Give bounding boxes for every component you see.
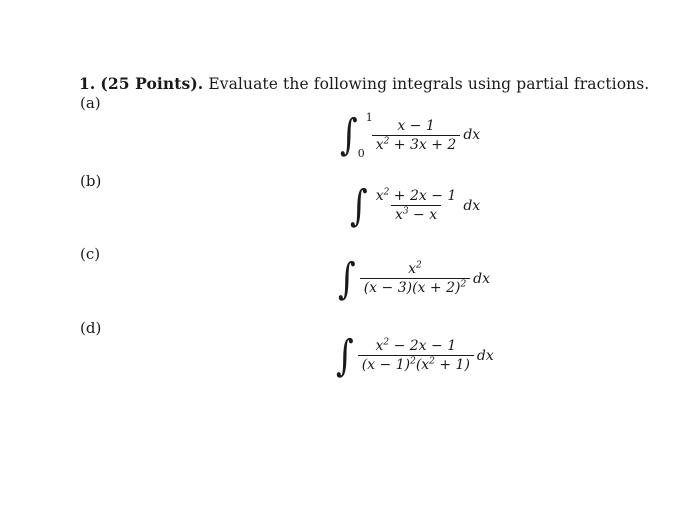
lower-limit: 0 [357,147,365,160]
problem-number: 1. [79,74,96,93]
numerator: $x^2$ [408,260,422,277]
differential: dx [476,347,494,364]
fraction [372,188,461,223]
denominator: $(x - 3)(x + 2)^2$ [360,278,470,296]
part-d-label: (d) [80,319,102,337]
differential: dx [463,197,481,214]
integral-limits [357,111,373,160]
numerator: $x^2 + 2x - 1$ [375,187,457,204]
integral-sign: ∫ [336,330,354,381]
denominator: $x^3 - x$ [391,205,441,223]
part-a-label: (a) [80,94,101,112]
numerator: x − 1 [397,117,435,134]
differential: dx [473,270,491,287]
integral-sign: ∫ [340,110,358,160]
denominator: $(x - 1)^2(x^2 + 1)$ [358,355,474,373]
part-c-equation [338,253,491,304]
integral-sign: ∫ [350,180,368,231]
problem-instruction: Evaluate the following integrals using partial fractions. [208,75,650,93]
fraction [360,261,470,296]
problem-points: (25 Points). [100,74,204,93]
problem-header [79,74,649,93]
differential: dx [463,127,481,143]
part-d-equation [336,330,494,381]
part-a-equation [340,110,481,160]
fraction [358,338,474,373]
part-c-label: (c) [80,245,101,263]
part-b-label: (b) [80,172,102,190]
numerator: $x^2 - 2x - 1$ [375,337,457,354]
integral-sign: ∫ [338,253,356,304]
denominator: $x^2 + 3x + 2$ [372,135,461,153]
upper-limit: 1 [365,111,373,124]
part-b-equation [350,180,481,231]
fraction [372,118,461,153]
